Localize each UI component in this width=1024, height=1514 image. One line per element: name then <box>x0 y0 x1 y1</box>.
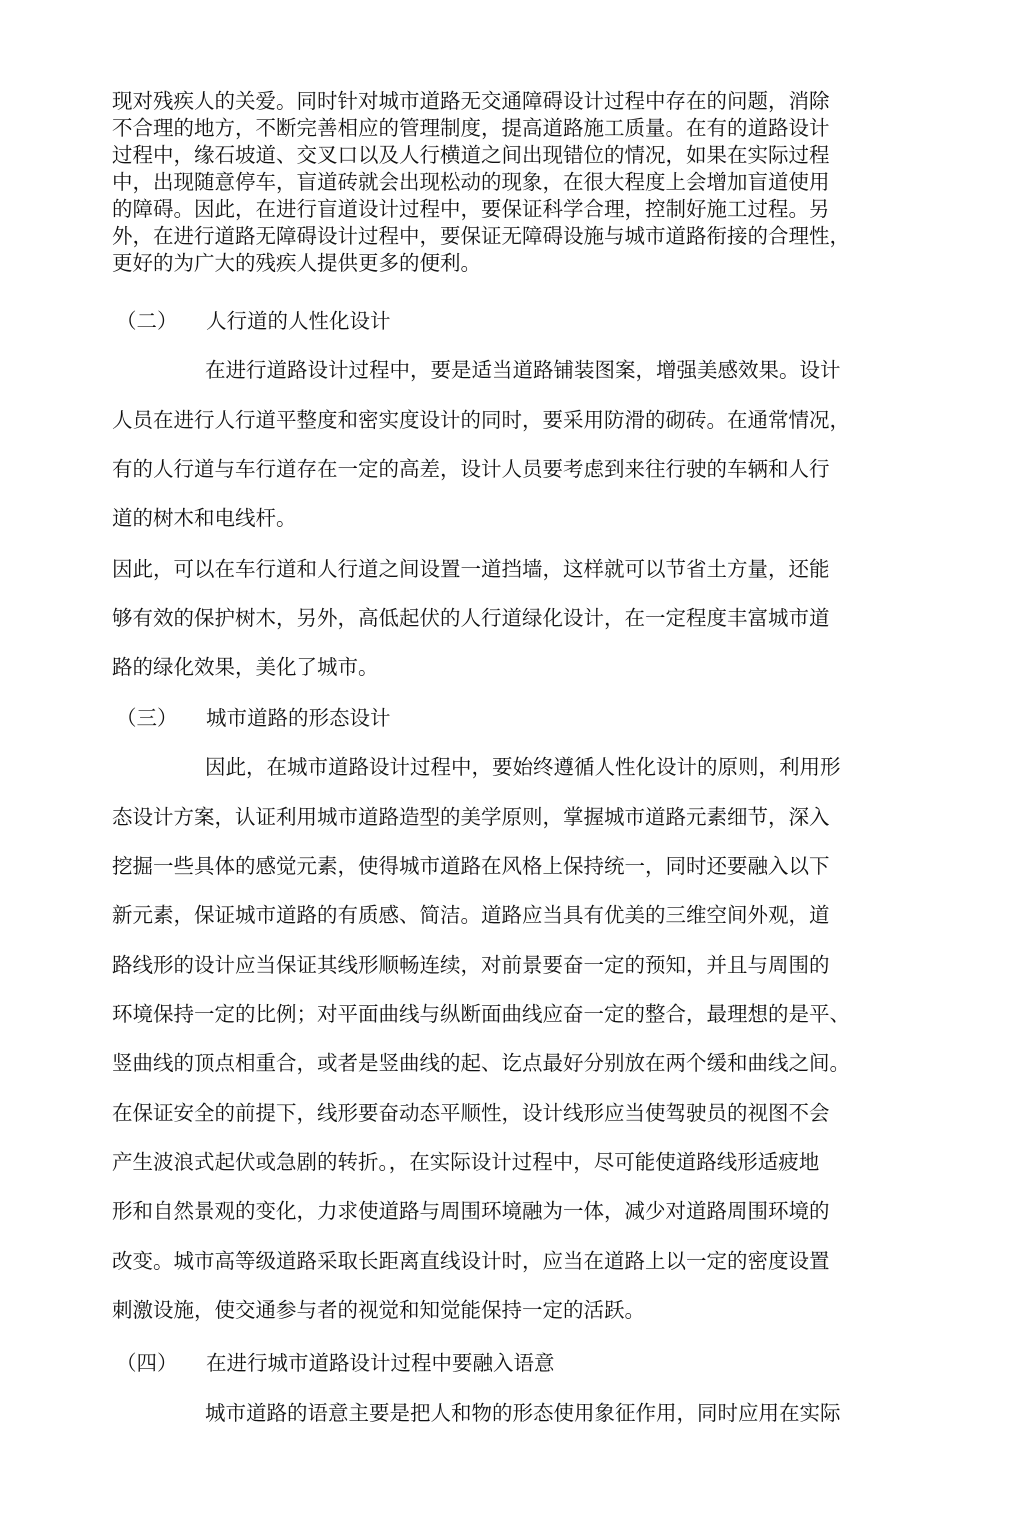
paragraph-line: 改变。城市高等级道路采取长距离直线设计时，应当在道路上以一定的密度设置 <box>112 1249 830 1273</box>
paragraph-line: 形和自然景观的变化，力求使道路与周围环境融为一体，减少对道路周围环境的 <box>112 1199 830 1223</box>
paragraph-line: 道的树木和电线杆。 <box>112 506 297 530</box>
paragraph-line: 有的人行道与车行道存在一定的高差，设计人员要考虑到来往行驶的车辆和人行 <box>112 457 830 481</box>
paragraph-line: 外，在进行道路无障碍设计过程中，要保证无障碍设施与城市道路衔接的合理性， <box>112 224 850 248</box>
paragraph-line: 新元素，保证城市道路的有质感、简洁。道路应当具有优美的三维空间外观，道 <box>112 903 830 927</box>
paragraph-line: 更好的为广大的残疾人提供更多的便利。 <box>112 251 481 275</box>
section-heading <box>116 308 391 334</box>
section-number: （四） <box>116 1351 178 1375</box>
section-title: 人行道的人性化设计 <box>206 309 391 333</box>
paragraph-line: 路的绿化效果，美化了城市。 <box>112 655 379 679</box>
paragraph-line: 竖曲线的顶点相重合，或者是竖曲线的起、讫点最好分别放在两个缓和曲线之间。 <box>112 1051 850 1075</box>
paragraph-line: 路线形的设计应当保证其线形顺畅连续，对前景要奋一定的预知，并且与周围的 <box>112 953 830 977</box>
paragraph-line: 够有效的保护树木，另外，高低起伏的人行道绿化设计，在一定程度丰富城市道 <box>112 606 830 630</box>
section-number: （三） <box>116 706 178 730</box>
paragraph-line: 因此，可以在车行道和人行道之间设置一道挡墙，这样就可以节省土方量，还能 <box>112 557 830 581</box>
paragraph-line: 的障碍。因此，在进行盲道设计过程中，要保证科学合理，控制好施工过程。另 <box>112 197 830 221</box>
paragraph-line: 挖掘一些具体的感觉元素，使得城市道路在风格上保持统一，同时还要融入以下 <box>112 854 830 878</box>
paragraph-line: 刺激设施，使交通参与者的视觉和知觉能保持一定的活跃。 <box>112 1298 645 1322</box>
paragraph-line: 过程中，缘石坡道、交叉口以及人行横道之间出现错位的情况，如果在实际过程 <box>112 143 830 167</box>
paragraph-line: 态设计方案，认证利用城市道路造型的美学原则，掌握城市道路元素细节，深入 <box>112 805 830 829</box>
paragraph-line: 中，出现随意停车，盲道砖就会出现松动的现象，在很大程度上会增加盲道使用 <box>112 170 830 194</box>
section-title: 在进行城市道路设计过程中要融入语意 <box>206 1351 555 1375</box>
paragraph-line: 在进行道路设计过程中，要是适当道路铺装图案，增强美感效果。设计 <box>205 358 841 382</box>
paragraph-line: 产生波浪式起伏或急剧的转折。，在实际设计过程中，尽可能使道路线形适疲地 <box>112 1150 820 1174</box>
section-heading <box>116 1350 555 1376</box>
paragraph-line: 在保证安全的前提下，线形要奋动态平顺性，设计线形应当使驾驶员的视图不会 <box>112 1101 830 1125</box>
paragraph-line: 环境保持一定的比例；对平面曲线与纵断面曲线应奋一定的整合，最理想的是平、 <box>112 1002 850 1026</box>
section-number: （二） <box>116 309 178 333</box>
paragraph-line: 不合理的地方，不断完善相应的管理制度，提高道路施工质量。在有的道路设计 <box>112 116 830 140</box>
section-title: 城市道路的形态设计 <box>206 706 391 730</box>
paragraph-line: 现对残疾人的关爱。同时针对城市道路无交通障碍设计过程中存在的问题，消除 <box>112 89 830 113</box>
paragraph-line: 人员在进行人行道平整度和密实度设计的同时，要采用防滑的砌砖。在通常情况， <box>112 408 850 432</box>
section-heading <box>116 705 391 731</box>
paragraph-line: 因此，在城市道路设计过程中，要始终遵循人性化设计的原则，利用形 <box>205 755 841 779</box>
paragraph-line: 城市道路的语意主要是把人和物的形态使用象征作用，同时应用在实际 <box>205 1401 841 1425</box>
